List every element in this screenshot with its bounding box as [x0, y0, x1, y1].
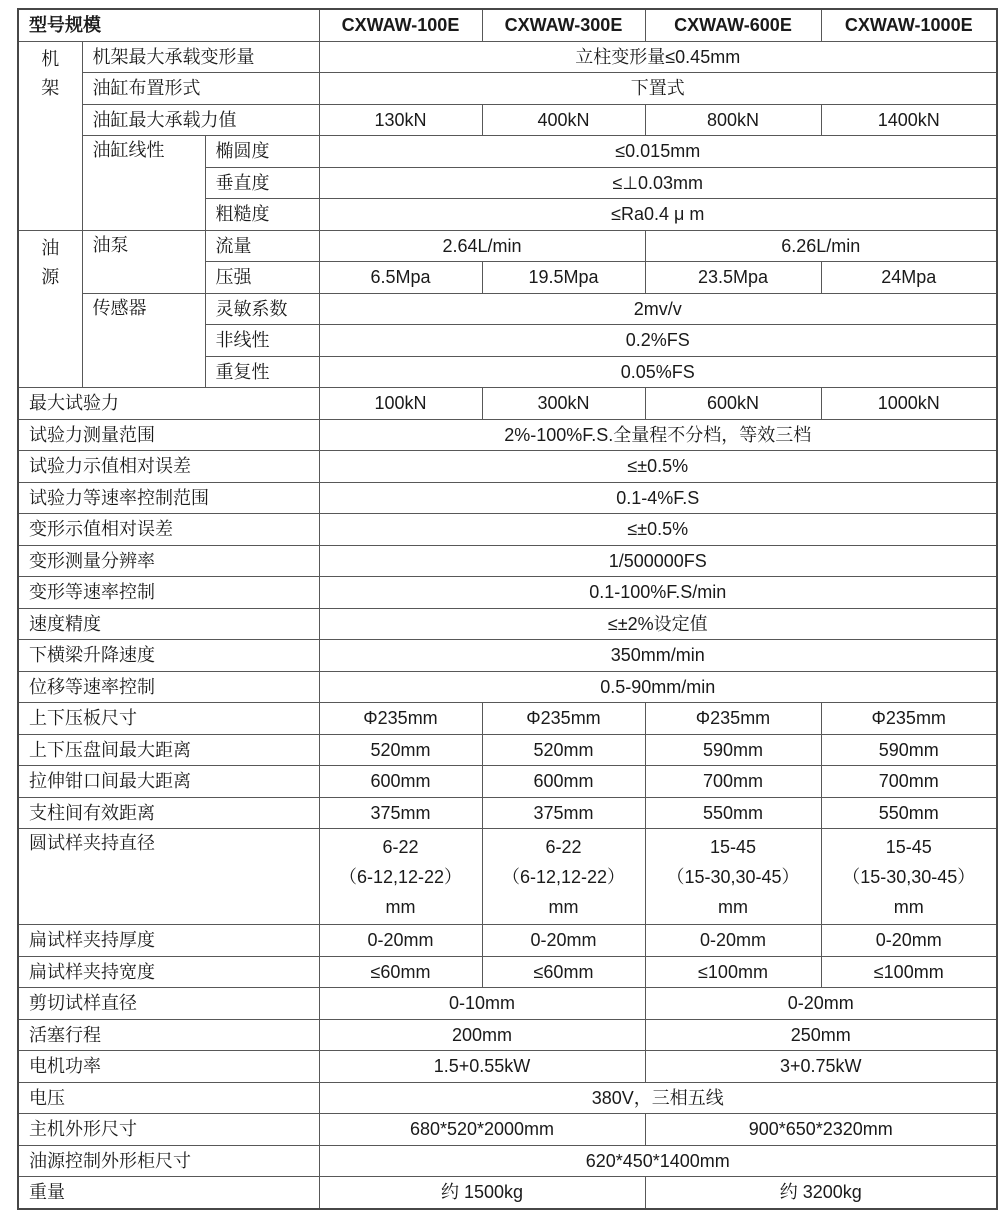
param-value: ≤Ra0.4 μ m [319, 199, 997, 231]
table-row [18, 1114, 997, 1146]
param-value: 200mm [319, 1019, 645, 1051]
param-label: 油缸最大承载力值 [82, 104, 319, 136]
table-row [18, 766, 997, 798]
param-value: Φ235mm [821, 703, 997, 735]
param-value: 1.5+0.55kW [319, 1051, 645, 1083]
param-label: 上下压盘间最大距离 [18, 734, 319, 766]
table-row [18, 230, 997, 262]
param-label: 下横梁升降速度 [18, 640, 319, 672]
param-value: 0-10mm [319, 988, 645, 1020]
table-row [18, 73, 997, 105]
param-label: 电机功率 [18, 1051, 319, 1083]
param-label: 灵敏系数 [205, 293, 319, 325]
param-value: 550mm [821, 797, 997, 829]
param-value: 100kN [319, 388, 482, 420]
param-value: 0.1-100%F.S/min [319, 577, 997, 609]
param-label: 支柱间有效距离 [18, 797, 319, 829]
subgroup-label-sensor: 传感器 [82, 293, 205, 388]
param-value: 1400kN [821, 104, 997, 136]
param-value: ≤⊥0.03mm [319, 167, 997, 199]
model-header: CXWAW-300E [482, 9, 645, 41]
param-label: 变形示值相对误差 [18, 514, 319, 546]
table-row [18, 797, 997, 829]
param-value: ≤100mm [821, 956, 997, 988]
value-line: 6-22 [382, 836, 419, 857]
param-label: 主机外形尺寸 [18, 1114, 319, 1146]
param-value: 约 1500kg [319, 1177, 645, 1209]
table-row [18, 514, 997, 546]
group-label-char: 机 [41, 48, 60, 69]
param-label: 速度精度 [18, 608, 319, 640]
param-value: ≤±0.5% [319, 451, 997, 483]
spec-table [17, 8, 998, 1210]
table-row [18, 956, 997, 988]
param-value: 375mm [482, 797, 645, 829]
table-row [18, 388, 997, 420]
table-row [18, 1019, 997, 1051]
model-header: CXWAW-100E [319, 9, 482, 41]
value-line: （6-12,12-22） [501, 866, 626, 887]
group-label-frame [18, 41, 82, 230]
param-value: Φ235mm [319, 703, 482, 735]
param-value: 1/500000FS [319, 545, 997, 577]
group-label-char: 架 [41, 77, 60, 98]
param-value: ≤±2%设定值 [319, 608, 997, 640]
param-value [821, 829, 997, 925]
param-label: 试验力等速率控制范围 [18, 482, 319, 514]
param-label: 重复性 [205, 356, 319, 388]
group-label-char: 源 [41, 266, 60, 287]
param-value: 300kN [482, 388, 645, 420]
table-row [18, 136, 997, 168]
param-value [319, 829, 482, 925]
table-row [18, 419, 997, 451]
group-label-char: 油 [41, 237, 60, 258]
param-label: 圆试样夹持直径 [18, 829, 319, 925]
param-value: 900*650*2320mm [645, 1114, 997, 1146]
param-value: 520mm [482, 734, 645, 766]
param-value: 6.5Mpa [319, 262, 482, 294]
param-value: 550mm [645, 797, 821, 829]
param-value: 下置式 [319, 73, 997, 105]
param-value: 600mm [319, 766, 482, 798]
param-value: 520mm [319, 734, 482, 766]
table-row [18, 1051, 997, 1083]
param-label: 拉伸钳口间最大距离 [18, 766, 319, 798]
table-row [18, 640, 997, 672]
param-label: 粗糙度 [205, 199, 319, 231]
table-row [18, 829, 997, 925]
param-value: 0.1-4%F.S [319, 482, 997, 514]
param-label: 变形等速率控制 [18, 577, 319, 609]
param-value: 2%-100%F.S.全量程不分档，等效三档 [319, 419, 997, 451]
param-value: 0-20mm [645, 925, 821, 957]
param-value: 0-20mm [319, 925, 482, 957]
param-label: 上下压板尺寸 [18, 703, 319, 735]
param-value: 23.5Mpa [645, 262, 821, 294]
param-value: 0.05%FS [319, 356, 997, 388]
param-value: 680*520*2000mm [319, 1114, 645, 1146]
param-value [645, 829, 821, 925]
table-title: 型号规模 [18, 9, 319, 41]
value-line: 15-45 [709, 836, 757, 857]
param-value: ≤±0.5% [319, 514, 997, 546]
param-value [482, 829, 645, 925]
param-value: 立柱变形量≤0.45mm [319, 41, 997, 73]
param-value: 0-20mm [482, 925, 645, 957]
param-value: 2mv/v [319, 293, 997, 325]
param-label: 变形测量分辨率 [18, 545, 319, 577]
table-row [18, 577, 997, 609]
param-value: 600mm [482, 766, 645, 798]
param-value: 0.2%FS [319, 325, 997, 357]
param-value: 0.5-90mm/min [319, 671, 997, 703]
param-value: 0-20mm [821, 925, 997, 957]
param-label: 最大试验力 [18, 388, 319, 420]
param-value: 2.64L/min [319, 230, 645, 262]
value-line: mm [385, 896, 416, 917]
param-label: 位移等速率控制 [18, 671, 319, 703]
param-value: Φ235mm [482, 703, 645, 735]
param-label: 油缸布置形式 [82, 73, 319, 105]
param-value: 600kN [645, 388, 821, 420]
param-value: ≤60mm [319, 956, 482, 988]
subgroup-label-cylinder-linearity: 油缸线性 [82, 136, 205, 231]
param-value: 130kN [319, 104, 482, 136]
param-value: 590mm [645, 734, 821, 766]
param-value: 700mm [821, 766, 997, 798]
value-line: （6-12,12-22） [338, 866, 463, 887]
param-label: 垂直度 [205, 167, 319, 199]
param-label: 油源控制外形柜尺寸 [18, 1145, 319, 1177]
param-label: 扁试样夹持厚度 [18, 925, 319, 957]
table-row [18, 1082, 997, 1114]
table-row [18, 988, 997, 1020]
table-row [18, 482, 997, 514]
value-line: 6-22 [545, 836, 582, 857]
header-row [18, 9, 997, 41]
table-row [18, 1145, 997, 1177]
param-value: 250mm [645, 1019, 997, 1051]
param-value: 3+0.75kW [645, 1051, 997, 1083]
table-row [18, 925, 997, 957]
table-row [18, 104, 997, 136]
param-value: ≤60mm [482, 956, 645, 988]
value-line: （15-30,30-45） [666, 866, 800, 887]
param-label: 试验力测量范围 [18, 419, 319, 451]
param-value: 约 3200kg [645, 1177, 997, 1209]
param-label: 试验力示值相对误差 [18, 451, 319, 483]
param-value: 380V，三相五线 [319, 1082, 997, 1114]
model-header: CXWAW-1000E [821, 9, 997, 41]
table-row [18, 734, 997, 766]
table-row [18, 41, 997, 73]
param-value: 24Mpa [821, 262, 997, 294]
param-value: 400kN [482, 104, 645, 136]
param-label: 椭圆度 [205, 136, 319, 168]
value-line: （15-30,30-45） [842, 866, 976, 887]
param-value: 375mm [319, 797, 482, 829]
param-value: ≤0.015mm [319, 136, 997, 168]
value-line: mm [718, 896, 748, 917]
param-label: 电压 [18, 1082, 319, 1114]
param-label: 剪切试样直径 [18, 988, 319, 1020]
table-row [18, 545, 997, 577]
table-row [18, 671, 997, 703]
param-value: ≤100mm [645, 956, 821, 988]
group-label-oil-source [18, 230, 82, 388]
param-value: 6.26L/min [645, 230, 997, 262]
param-label: 机架最大承载变形量 [82, 41, 319, 73]
param-value: 800kN [645, 104, 821, 136]
param-value: 700mm [645, 766, 821, 798]
value-line: mm [893, 896, 924, 917]
param-value: 0-20mm [645, 988, 997, 1020]
param-value: 590mm [821, 734, 997, 766]
param-value: 350mm/min [319, 640, 997, 672]
param-value: 1000kN [821, 388, 997, 420]
param-label: 流量 [205, 230, 319, 262]
param-label: 非线性 [205, 325, 319, 357]
model-header: CXWAW-600E [645, 9, 821, 41]
subgroup-label-oil-pump: 油泵 [82, 230, 205, 293]
page [0, 8, 1000, 1203]
param-label: 压强 [205, 262, 319, 294]
param-label: 活塞行程 [18, 1019, 319, 1051]
table-row [18, 703, 997, 735]
table-row [18, 1177, 997, 1209]
param-value: 620*450*1400mm [319, 1145, 997, 1177]
table-row [18, 608, 997, 640]
value-line: 15-45 [885, 836, 932, 857]
param-label: 重量 [18, 1177, 319, 1209]
param-label: 扁试样夹持宽度 [18, 956, 319, 988]
table-row [18, 293, 997, 325]
param-value: Φ235mm [645, 703, 821, 735]
param-value: 19.5Mpa [482, 262, 645, 294]
value-line: mm [548, 896, 579, 917]
table-row [18, 451, 997, 483]
